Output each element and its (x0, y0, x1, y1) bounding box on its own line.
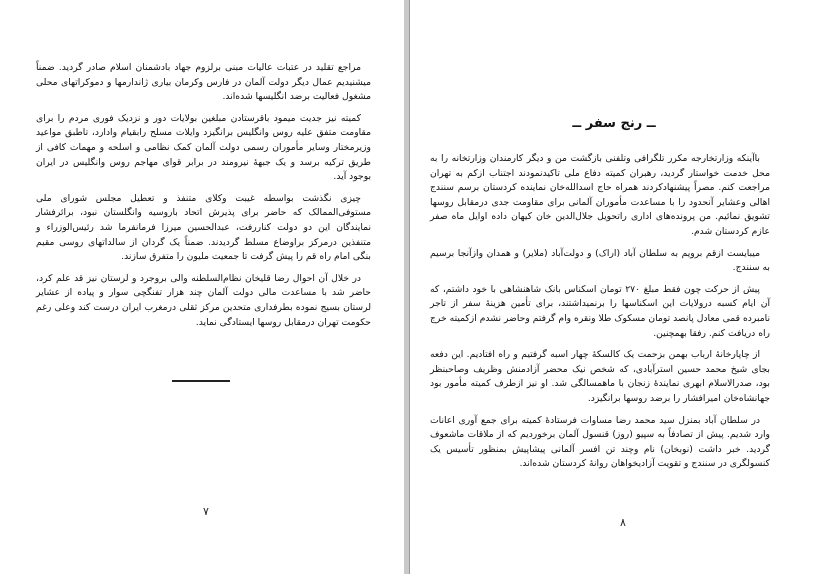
paragraph: مراجع تقلید در عتبات عالیات مبنی برلزوم جهاد بادشمنان اسلام صادر گردید. ضمناً میشنیدیم عمال دیگر دولت آلمان در فارس وکرمان بیاری ژاندارمها و دموکراتهای محلی مشغول فعالیت برضد انگلیسها شده‌اند. (36, 62, 371, 103)
paragraph: پیش از حرکت چون فقط مبلغ ۲۷۰ تومان اسکناس بانک شاهنشاهی با خود داشتم، که آن ایام کسبه درولایات این اسکناسها را برنمیداشتند، برای تأمین هزینهٔ سفر از تاجر نامبرده قمی معادل پانصد تومان مسکوک طلا ونقره وام گرفتم وحاضر نشدم ازکمیته خرج راه دریافت کنم. رفقا بهمچنین. (430, 283, 770, 339)
paragraph: کمیته نیز جدیت میمود باقرستادن مبلغین بولایات دور و نزدیک فوری مردم را برای مقاومت متفق علیه روس وانگلیس برانگیزد وایلات مسلح رابقیام وادارد، تاطبق مواعید وزیرمختار وسایر مأموران رسمی دولت آلمان کمک نظامی و اسلحه و مهمات کافی از طریق ترکیه برسد و یک جبههٔ نیرومند در برابر قوای مهاجم روس وانگلیس در ایران بوجود آید. (36, 112, 371, 183)
left-page-body (36, 61, 371, 337)
paragraph: میبایست ازقم برویم به سلطان آباد (اراک) و دولت‌آباد (ملایر) و همدان وازآنجا برسیم به سنندج. (430, 247, 770, 274)
paragraph: در سلطان آباد بمنزل سید محمد رضا مساوات فرستادهٔ کمیته برای جمع آوری اعانات وارد شدیم. پیش از تصادفاً به سپیو (روز) قنسول آلمان برخوردیم که از ملاقات ماشعوف گردید. خبر داشت (نوبخان) نام وچند تن افسر آلمانی پیشاپیش بمنظور تأسیس یک کنسولگری در سنندج و تقویت آزادیخواهان روانهٔ کردستان شده‌اند. (430, 414, 770, 470)
chapter-title: ــ رنج سفر ــ (572, 116, 656, 131)
page-number: ۷ (203, 505, 209, 518)
section-divider (172, 380, 230, 382)
paragraph: باآینکه وزارتخارجه مکرر تلگرافی وتلفنی بازگشت من و دیگر کارمندان وزارتخانه را به محل خدمت خواستار گردید، رهبران کمیته دفاع ملی تاکیدنمودند اجتناب ازکم به تهران مراجعت کنم. مصراً پیشنهادکردند همراه حاج اسدالله‌خان نماینده کردستان برسم سنندج اهالی وعشایر آنحدود را با مساعدت مأموران آلمانی برای مقاومت جدی درمقابل روسها تشویق نمائیم. من پرونده‌های اداری راتحویل جلال‌الدین خان کیهان داده اوایل ماه صفر عازم کردستان شدم. (430, 153, 770, 237)
paragraph: چیزی نگذشت بواسطه غیبت وکلای متنفذ و تعطیل مجلس شورای ملی مستوفی‌الممالک که حاضر برای پذیرش اتحاد باروسیه وانگلستان نبود، برائرفشار نمایندگان این دو دولت کناررفت، عبدالحسین میرزا فرمانفرما شد رئیس‌الوزراء و متنفذین درمرکز براوضاع مسلط گردیدند. ضمناً یک گردان از سالداتهای روسی مقیم بنگی امام راه قم را پیش گرفت تا جمعیت ملیون را متفرق سازند. (36, 192, 371, 263)
right-page-body (430, 152, 770, 479)
right-page (409, 0, 814, 574)
left-page (0, 0, 405, 574)
paragraph: از چاپارخانهٔ ارباب بهمن بزحمت یک کالسکهٔ چهار اسبه گرفتیم و راه افتادیم. این دفعه بجای شیخ محمد حسین استرآبادی، که شخص نیک محضر آزادمنش وظریف وصاحبنظر بود، صدرالاسلام ابهری نمایندهٔ زنجان با ماهمسالگی شد. او نیز ازطرف کمیته مأمور بود جهانشاه‌خان امیرافشار را برضد روسها برانگیزد. (430, 349, 770, 404)
paragraph: در خلال آن احوال رضا قلیخان نظام‌السلطنه والی بروجرد و لرستان نیز قد علم کرد، حاضر شد با مساعدت مالی دولت آلمان چند هزار تفنگچی سوار و پیاده از عشایر لرستان بسیج نموده بطرفداری متحدین مرکز ثقلی درمغرب ایران درست کند وعلی رغم حکومت تهران درمقابل روسها ایستادگی نماید. (36, 272, 371, 328)
page-number: ۸ (620, 516, 626, 529)
